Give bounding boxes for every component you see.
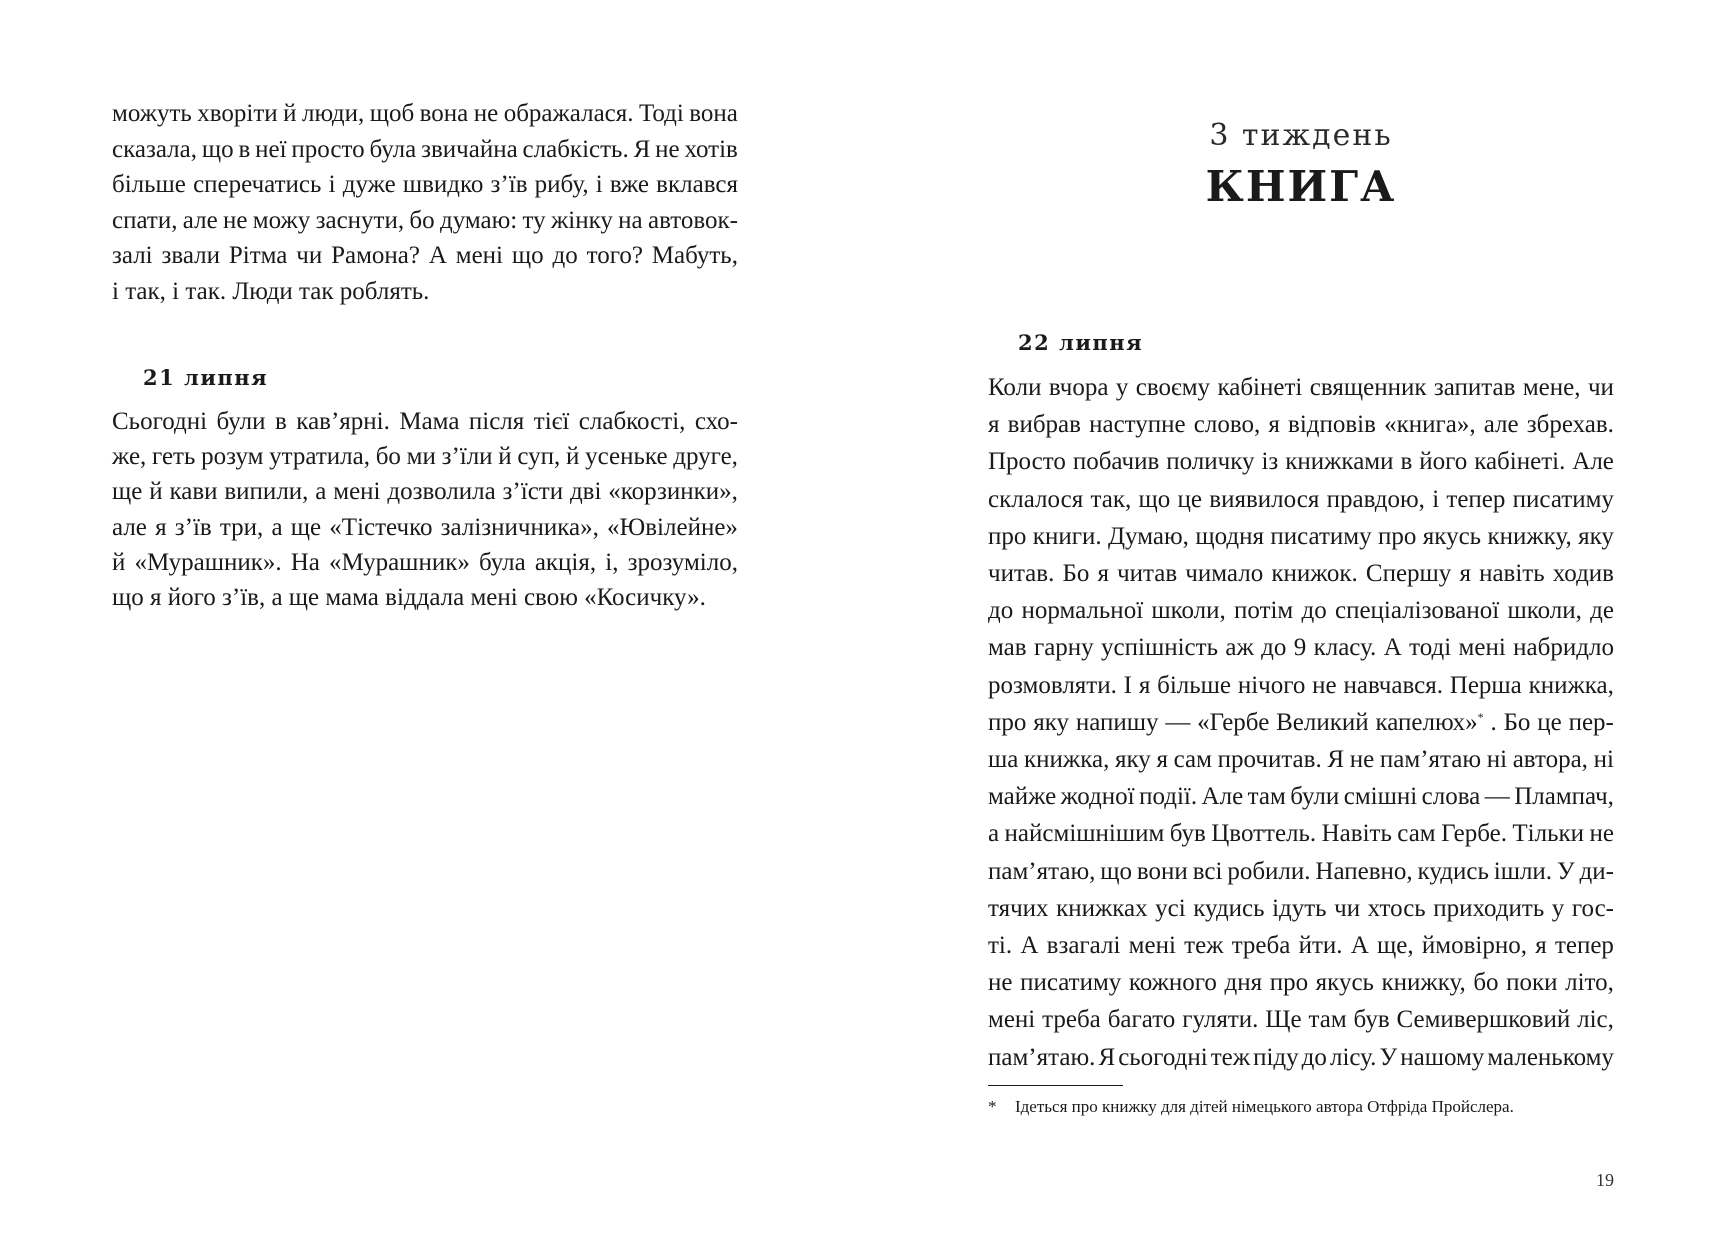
text-line: розмовляти. І я більше нічого не навчався. Перша книжка, — [988, 671, 1614, 699]
line-tail-word: пер- — [1568, 708, 1614, 736]
text-line: мав гарну успішність аж до 9 класу. А тоді мені набридло — [988, 634, 1614, 662]
text-line: до нормальної школи, потім до спеціалізованої школи, де — [988, 597, 1614, 625]
text-line: пам’ятаю. Я сьогодні теж піду до лісу. У нашому маленькому — [988, 1043, 1614, 1071]
footnote-reference: * — [1477, 709, 1484, 724]
text-line: й «Мурашник». На «Мурашник» була акція, і, зрозуміло, — [112, 548, 738, 576]
footnote-text: Ідеться про книжку для дітей німецького автора Отфріда Пройслера. — [1015, 1097, 1514, 1116]
text-line: пам’ятаю, що вони всі робили. Напевно, кудись ішли. У ди- — [988, 857, 1614, 885]
text-line: же, геть розум утратила, бо ми з’їли й суп, й усеньке друге, — [112, 443, 738, 471]
text-line: склалося так, що це виявилося правдою, і тепер писатиму — [988, 485, 1614, 513]
text-line: майже жодної події. Але там були смішні слова — Плампач, — [988, 783, 1614, 811]
text-line: і так, і так. Люди так роблять. — [112, 277, 430, 305]
line-tail-word: це — [1537, 708, 1562, 736]
right-page — [988, 0, 1614, 1258]
text-line: не писатиму кожного дня про якусь книжку, бо поки літо, — [988, 969, 1614, 997]
entry-date-21-july: 21 липня — [143, 365, 269, 390]
text-line: Коли вчора у своєму кабінеті священник запитав мене, чи — [988, 374, 1614, 401]
line-tail-word: . — [1490, 708, 1497, 736]
entry-date-22-july: 22 липня — [1018, 330, 1144, 355]
line-tail-word: Бо — [1503, 708, 1531, 736]
chapter-title: КНИГА — [1205, 162, 1397, 211]
footnote-mark: * — [988, 1097, 997, 1116]
text-line: читав. Бо я читав чимало книжок. Спершу я навіть ходив — [988, 560, 1614, 587]
text-line: Сьогодні були в кав’ярні. Мама після тієї слабкості, схо- — [112, 408, 738, 435]
text-line: про книги. Думаю, щодня писатиму про якусь книжку, яку — [988, 522, 1614, 550]
text-line: про яку напишу — «Гербе Великий капелюх»* . Бо це пер- — [988, 704, 1614, 741]
text-line: ще й кави випили, а мені дозволила з’їсти дві «корзинки», — [112, 478, 738, 506]
text-line: спати, але не можу заснути, бо думаю: ту жінку на автовок- — [112, 206, 738, 234]
text-line: а найсмішнішим був Цвоттель. Навіть сам Гербе. Тільки не — [988, 820, 1614, 848]
text-line: тячих книжках усі кудись ідуть чи хтось приходить у гос- — [988, 894, 1614, 922]
footnote-divider — [988, 1085, 1123, 1086]
text-line: ша книжка, яку я сам прочитав. Я не пам’ятаю ні автора, ні — [988, 746, 1614, 773]
left-page — [112, 0, 738, 1258]
footnote — [988, 1095, 1514, 1119]
text-line: що я його з’їв, а ще мама віддала мені свою «Косичку». — [112, 584, 706, 611]
text-line: мені треба багато гуляти. Ще там був Семивершковий ліс, — [988, 1006, 1614, 1034]
text-line: я вибрав наступне слово, я відповів «книга», але збрехав. — [988, 411, 1614, 439]
text-line: ті. А взагалі мені теж треба йти. А ще, ймовірно, я тепер — [988, 932, 1614, 959]
text-line: Просто побачив поличку із книжками в його кабінеті. Але — [988, 448, 1614, 476]
text-line: залі звали Рітма чи Рамона? А мені що до того? Мабуть, — [112, 242, 738, 269]
text-line: можуть хворіти й люди, щоб вона не ображалася. Тоді вона — [112, 100, 738, 127]
line-text-fragment: капелюх» — [1375, 708, 1478, 736]
text-line: але я з’їв три, а ще «Тістечко залізничника», «Ювілейне» — [112, 513, 738, 541]
text-line: сказала, що в неї просто була звичайна слабкість. Я не хотів — [112, 135, 738, 163]
week-label: 3 тиждень — [1209, 118, 1393, 153]
text-line: більше сперечатись і дуже швидко з’їв рибу, і вже вклався — [112, 171, 738, 198]
page-number: 19 — [1596, 1170, 1614, 1190]
